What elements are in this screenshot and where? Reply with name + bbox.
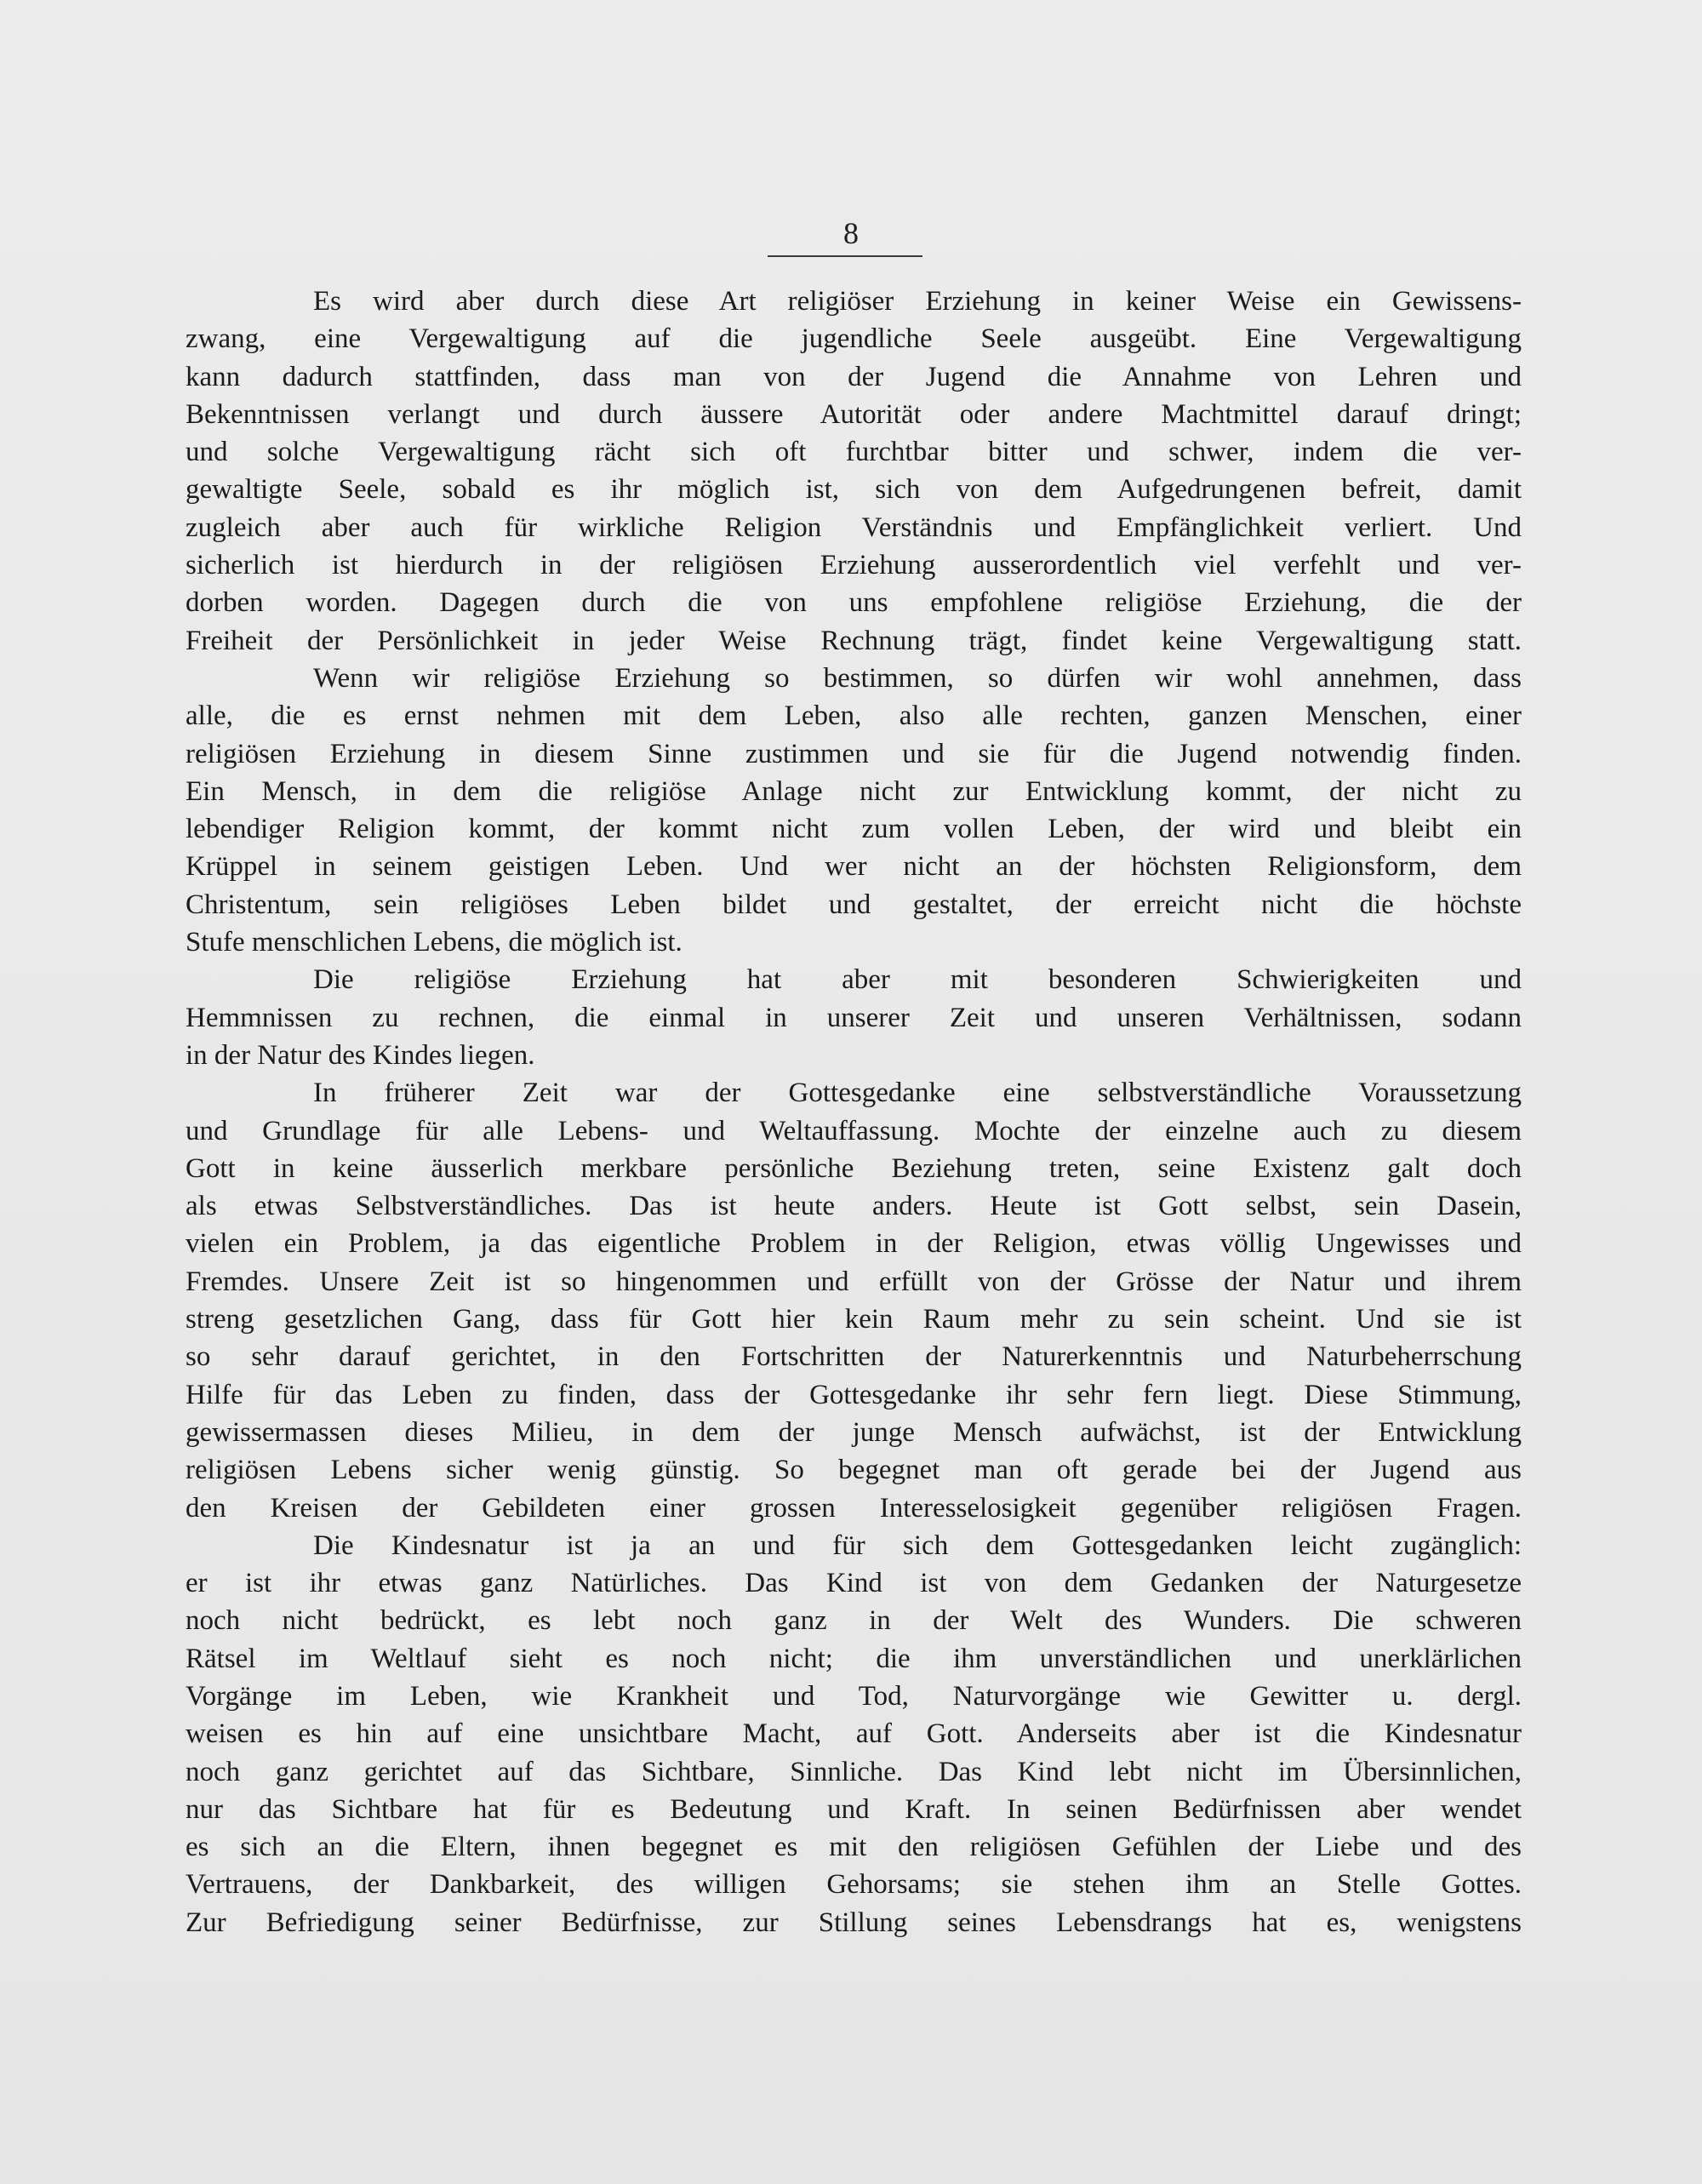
- text-line: Die Kindesnatur ist ja an und für sich dem Gottesgedanken leicht zugänglich:: [313, 1529, 1522, 1561]
- text-line: Ein Mensch, in dem die religiöse Anlage nicht zur Entwicklung kommt, der nicht zu: [186, 775, 1522, 807]
- text-line: den Kreisen der Gebildeten einer grossen Interesselosigkeit gegenüber religiösen Fragen.: [186, 1492, 1522, 1524]
- text-line: Vertrauens, der Dankbarkeit, des willigen Gehorsams; sie stehen ihm an Stelle Gottes.: [186, 1869, 1522, 1901]
- text-line: weisen es hin auf eine unsichtbare Macht, auf Gott. Anderseits aber ist die Kindesnatur: [186, 1718, 1522, 1750]
- text-line: Die religiöse Erziehung hat aber mit besonderen Schwierigkeiten und: [313, 964, 1522, 996]
- text-line: Fremdes. Unsere Zeit ist so hingenommen und erfüllt von der Grösse der Natur und ihrem: [186, 1266, 1522, 1297]
- text-line: Freiheit der Persönlichkeit in jeder Weise Rechnung trägt, findet keine Vergewaltigung statt.: [186, 625, 1522, 656]
- text-line: vielen ein Problem, ja das eigentliche Problem in der Religion, etwas völlig Ungewisses und: [186, 1228, 1522, 1260]
- text-line: Wenn wir religiöse Erziehung so bestimmen, so dürfen wir wohl annehmen, dass: [313, 662, 1522, 694]
- text-line: Zur Befriedigung seiner Bedürfnisse, zur Stillung seines Lebensdrangs hat es, wenigstens: [186, 1907, 1522, 1938]
- text-line: Stufe menschlichen Lebens, die möglich ist.: [186, 927, 683, 958]
- text-line: und Grundlage für alle Lebens- und Weltauffassung. Mochte der einzelne auch zu diesem: [186, 1115, 1522, 1146]
- text-line: Krüppel in seinem geistigen Leben. Und wer nicht an der höchsten Religionsform, dem: [186, 851, 1522, 883]
- text-line: als etwas Selbstverständliches. Das ist heute anders. Heute ist Gott selbst, sein Dasein,: [186, 1191, 1522, 1222]
- text-line: Christentum, sein religiöses Leben bildet und gestaltet, der erreicht nicht die höchste: [186, 889, 1522, 920]
- text-line: es sich an die Eltern, ihnen begegnet es mit den religiösen Gefühlen der Liebe und des: [186, 1832, 1522, 1863]
- text-line: alle, die es ernst nehmen mit dem Leben, also alle rechten, ganzen Menschen, einer: [186, 700, 1522, 732]
- text-line: noch nicht bedrückt, es lebt noch ganz in der Welt des Wunders. Die schweren: [186, 1605, 1522, 1637]
- text-line: Hilfe für das Leben zu finden, dass der Gottesgedanke ihr sehr fern liegt. Diese Stimmung,: [186, 1379, 1522, 1410]
- text-line: Hemmnissen zu rechnen, die einmal in unserer Zeit und unseren Verhältnissen, sodann: [186, 1002, 1522, 1033]
- text-line: kann dadurch stattfinden, dass man von der Jugend die Annahme von Lehren und: [186, 361, 1522, 392]
- text-line: lebendiger Religion kommt, der kommt nicht zum vollen Leben, der wird und bleibt ein: [186, 814, 1522, 845]
- text-line: in der Natur des Kindes liegen.: [186, 1039, 535, 1071]
- text-line: noch ganz gerichtet auf das Sichtbare, Sinnliche. Das Kind lebt nicht im Übersinnlichen,: [186, 1756, 1522, 1787]
- text-line: sicherlich ist hierdurch in der religiösen Erziehung ausserordentlich viel verfehlt und ver-: [186, 550, 1522, 581]
- page-number-rule: [768, 255, 922, 257]
- text-line: dorben worden. Dagegen durch die von uns empfohlene religiöse Erziehung, die der: [186, 587, 1522, 619]
- text-line: Es wird aber durch diese Art religiöser Erziehung in keiner Weise ein Gewissens-: [313, 286, 1522, 317]
- text-line: zwang, eine Vergewaltigung auf die jugendliche Seele ausgeübt. Eine Vergewaltigung: [186, 323, 1522, 355]
- text-line: religiösen Lebens sicher wenig günstig. So begegnet man oft gerade bei der Jugend aus: [186, 1455, 1522, 1486]
- text-line: und solche Vergewaltigung rächt sich oft furchtbar bitter und schwer, indem die ver-: [186, 437, 1522, 468]
- text-line: gewaltigte Seele, sobald es ihr möglich ist, sich von dem Aufgedrungenen befreit, damit: [186, 474, 1522, 506]
- text-line: gewissermassen dieses Milieu, in dem der junge Mensch aufwächst, ist der Entwicklung: [186, 1416, 1522, 1448]
- text-line: Vorgänge im Leben, wie Krankheit und Tod, Naturvorgänge wie Gewitter u. dergl.: [186, 1680, 1522, 1712]
- text-line: Rätsel im Weltlauf sieht es noch nicht; die ihm unverständlichen und unerklärlichen: [186, 1643, 1522, 1674]
- text-line: zugleich aber auch für wirkliche Religion Verständnis und Empfänglichkeit verliert. Und: [186, 512, 1522, 543]
- text-line: Gott in keine äusserlich merkbare persönliche Beziehung treten, seine Existenz galt doch: [186, 1152, 1522, 1184]
- text-line: er ist ihr etwas ganz Natürliches. Das Kind ist von dem Gedanken der Naturgesetze: [186, 1568, 1522, 1599]
- text-line: streng gesetzlichen Gang, dass für Gott hier kein Raum mehr zu sein scheint. Und sie ist: [186, 1304, 1522, 1335]
- page-number: 8: [843, 216, 859, 250]
- text-line: In früherer Zeit war der Gottesgedanke eine selbstverständliche Voraussetzung: [313, 1078, 1522, 1109]
- text-line: nur das Sichtbare hat für es Bedeutung und Kraft. In seinen Bedürfnissen aber wendet: [186, 1793, 1522, 1825]
- body-text: [186, 283, 1522, 1941]
- text-line: Bekenntnissen verlangt und durch äussere Autorität oder andere Machtmittel darauf dringt;: [186, 398, 1522, 430]
- text-line: so sehr darauf gerichtet, in den Fortschritten der Naturerkenntnis und Naturbeherrschung: [186, 1341, 1522, 1373]
- text-line: religiösen Erziehung in diesem Sinne zustimmen und sie für die Jugend notwendig finden.: [186, 738, 1522, 769]
